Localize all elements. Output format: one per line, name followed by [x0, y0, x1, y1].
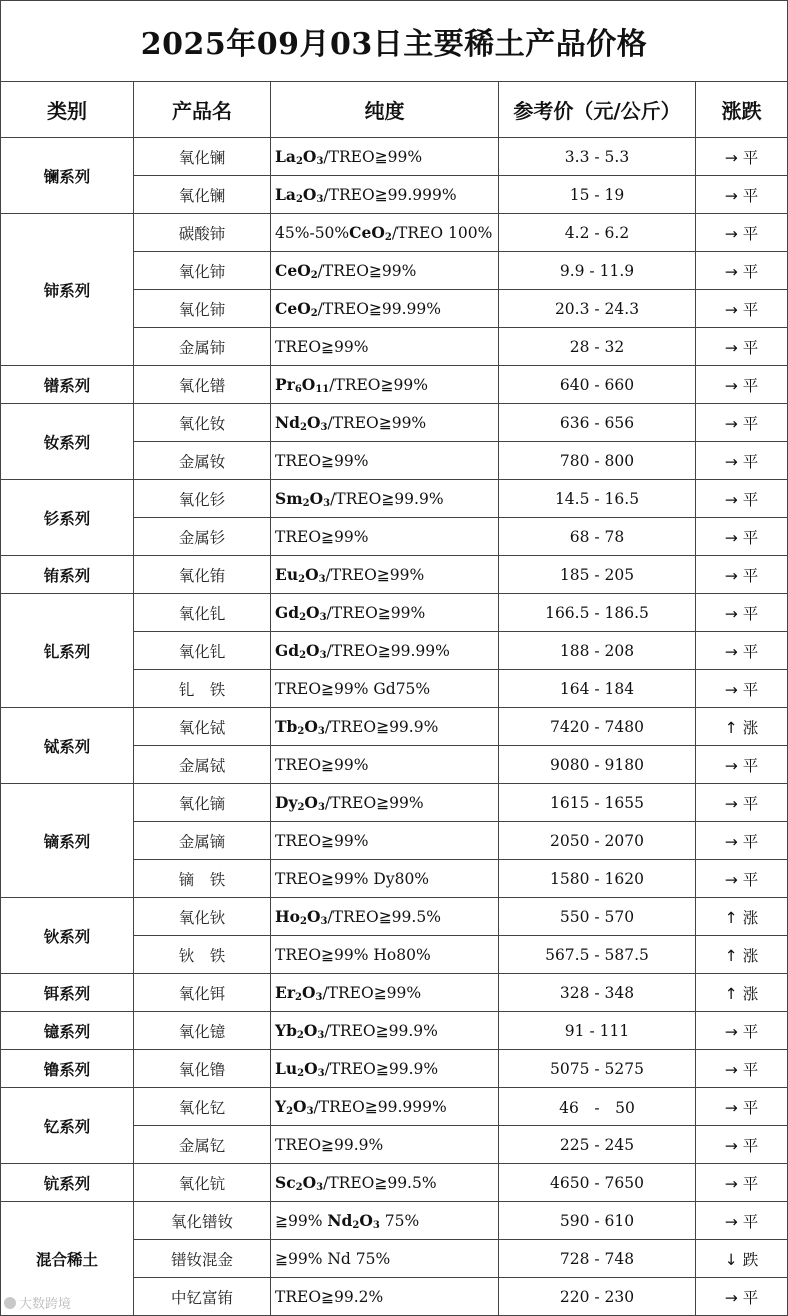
header-change: 涨跌 [696, 82, 788, 138]
purity-cell: TREO≧99% [271, 518, 499, 556]
change-cell: → 平 [696, 252, 788, 290]
product-cell: 氧化钐 [134, 480, 271, 518]
product-cell: 氧化铈 [134, 252, 271, 290]
product-cell: 氧化铕 [134, 556, 271, 594]
price-cell: 68 - 78 [499, 518, 696, 556]
change-cell: → 平 [696, 176, 788, 214]
purity-cell: TREO≧99% Ho80% [271, 936, 499, 974]
table-row [1, 708, 788, 746]
table-row [1, 404, 788, 442]
price-cell: 225 - 245 [499, 1126, 696, 1164]
product-cell: 氧化镧 [134, 176, 271, 214]
product-cell: 金属钕 [134, 442, 271, 480]
category-cell: 钇系列 [1, 1088, 134, 1164]
change-cell: ↑ 涨 [696, 974, 788, 1012]
product-cell: 氧化钬 [134, 898, 271, 936]
watermark-logo-icon [4, 1297, 16, 1309]
price-cell: 9.9 - 11.9 [499, 252, 696, 290]
category-cell: 钐系列 [1, 480, 134, 556]
category-cell: 铒系列 [1, 974, 134, 1012]
category-cell: 钬系列 [1, 898, 134, 974]
price-cell: 166.5 - 186.5 [499, 594, 696, 632]
price-cell: 590 - 610 [499, 1202, 696, 1240]
watermark-text: 大数跨境 [19, 1297, 72, 1312]
product-cell: 氧化镥 [134, 1050, 271, 1088]
purity-cell: $Eu_2O_3/TREO≧99\%$ [271, 556, 499, 594]
purity-cell: $Sc_2O_3/TREO≧99.5\%$ [271, 1164, 499, 1202]
price-cell: 1580 - 1620 [499, 860, 696, 898]
change-cell: → 平 [696, 138, 788, 176]
change-cell: → 平 [696, 480, 788, 518]
price-cell: 20.3 - 24.3 [499, 290, 696, 328]
header-category: 类别 [1, 82, 134, 138]
header-purity: 纯度 [271, 82, 499, 138]
table-row [1, 556, 788, 594]
category-cell: 镧系列 [1, 138, 134, 214]
header-product: 产品名 [134, 82, 271, 138]
change-cell: → 平 [696, 328, 788, 366]
product-cell: 镨钕混金 [134, 1240, 271, 1278]
price-cell: 728 - 748 [499, 1240, 696, 1278]
table-row [1, 1164, 788, 1202]
purity-cell: $Tb_2O_3/TREO≧99.9\%$ [271, 708, 499, 746]
purity-cell: $Pr_6O_{11}/TREO≧99\%$ [271, 366, 499, 404]
product-cell: 氧化钇 [134, 1088, 271, 1126]
purity-cell: TREO≧99% [271, 442, 499, 480]
purity-cell: ≧99% Nd 75% [271, 1240, 499, 1278]
price-cell: 1615 - 1655 [499, 784, 696, 822]
purity-cell: $Er_2O_3/TREO≧99\%$ [271, 974, 499, 1012]
change-cell: → 平 [696, 366, 788, 404]
change-cell: → 平 [696, 214, 788, 252]
price-cell: 3.3 - 5.3 [499, 138, 696, 176]
product-cell: 镝 铁 [134, 860, 271, 898]
table-row [1, 784, 788, 822]
price-cell: 5075 - 5275 [499, 1050, 696, 1088]
table-row [1, 480, 788, 518]
change-cell: → 平 [696, 404, 788, 442]
purity-cell: $Yb_2O_3/TREO≧99.9\%$ [271, 1012, 499, 1050]
price-cell: 328 - 348 [499, 974, 696, 1012]
table-row [1, 898, 788, 936]
change-cell: → 平 [696, 860, 788, 898]
price-cell: 9080 - 9180 [499, 746, 696, 784]
product-cell: 氧化镧 [134, 138, 271, 176]
product-cell: 金属铈 [134, 328, 271, 366]
change-cell: → 平 [696, 556, 788, 594]
purity-cell: $Y_2O_3/TREO≧99.999\%$ [271, 1088, 499, 1126]
product-cell: 氧化铈 [134, 290, 271, 328]
product-cell: 钆 铁 [134, 670, 271, 708]
purity-cell: $Gd_2O_3/TREO≧99\%$ [271, 594, 499, 632]
product-cell: 氧化铒 [134, 974, 271, 1012]
category-cell: 镥系列 [1, 1050, 134, 1088]
change-cell: → 平 [696, 518, 788, 556]
change-cell: → 平 [696, 1050, 788, 1088]
change-cell: ↓ 跌 [696, 1240, 788, 1278]
category-cell: 铕系列 [1, 556, 134, 594]
change-cell: ↑ 涨 [696, 898, 788, 936]
purity-cell: $Gd_2O_3/TREO≧99.99\%$ [271, 632, 499, 670]
product-cell: 氧化镨钕 [134, 1202, 271, 1240]
price-cell: 567.5 - 587.5 [499, 936, 696, 974]
product-cell: 氧化钕 [134, 404, 271, 442]
purity-cell: $La_2O_3/TREO≧99.999\%$ [271, 176, 499, 214]
category-cell: 钆系列 [1, 594, 134, 708]
change-cell: ↑ 涨 [696, 936, 788, 974]
product-cell: 碳酸铈 [134, 214, 271, 252]
price-cell: 15 - 19 [499, 176, 696, 214]
table-row [1, 974, 788, 1012]
category-cell: 混合稀土 [1, 1202, 134, 1316]
purity-cell: CeO$_2$/TREO≧99% [271, 252, 499, 290]
change-cell: → 平 [696, 1164, 788, 1202]
price-cell: 164 - 184 [499, 670, 696, 708]
category-cell: 镨系列 [1, 366, 134, 404]
purity-cell: TREO≧99% [271, 822, 499, 860]
purity-cell: $Sm_2O_3/TREO≧99.9\%$ [271, 480, 499, 518]
purity-cell: TREO≧99% Gd75% [271, 670, 499, 708]
change-cell: → 平 [696, 1012, 788, 1050]
change-cell: → 平 [696, 1202, 788, 1240]
price-cell: 4650 - 7650 [499, 1164, 696, 1202]
price-cell: 46 - 50 [499, 1088, 696, 1126]
purity-cell: $La_2O_3/TREO≧99\%$ [271, 138, 499, 176]
page-title: 2025年09月03日主要稀土产品价格 [1, 1, 788, 82]
purity-cell: TREO≧99.9% [271, 1126, 499, 1164]
change-cell: → 平 [696, 442, 788, 480]
product-cell: 金属钇 [134, 1126, 271, 1164]
product-cell: 氧化镝 [134, 784, 271, 822]
purity-cell: TREO≧99% [271, 746, 499, 784]
category-cell: 镱系列 [1, 1012, 134, 1050]
product-cell: 氧化镨 [134, 366, 271, 404]
price-cell: 220 - 230 [499, 1278, 696, 1316]
product-cell: 金属铽 [134, 746, 271, 784]
price-cell: 14.5 - 16.5 [499, 480, 696, 518]
price-cell: 636 - 656 [499, 404, 696, 442]
purity-cell: TREO≧99% Dy80% [271, 860, 499, 898]
category-cell: 铽系列 [1, 708, 134, 784]
header-price: 参考价（元/公斤） [499, 82, 696, 138]
price-cell: 91 - 111 [499, 1012, 696, 1050]
category-cell: 钕系列 [1, 404, 134, 480]
price-cell: 2050 - 2070 [499, 822, 696, 860]
purity-cell: CeO$_2$/TREO≧99.99% [271, 290, 499, 328]
product-cell: 氧化镱 [134, 1012, 271, 1050]
change-cell: → 平 [696, 784, 788, 822]
table-row [1, 594, 788, 632]
purity-cell: TREO≧99.2% [271, 1278, 499, 1316]
purity-cell: TREO≧99% [271, 328, 499, 366]
table-row [1, 1202, 788, 1240]
category-cell: 铈系列 [1, 214, 134, 366]
table-row [1, 214, 788, 252]
table-row [1, 1050, 788, 1088]
change-cell: → 平 [696, 1126, 788, 1164]
product-cell: 金属钐 [134, 518, 271, 556]
product-cell: 中钇富铕 [134, 1278, 271, 1316]
purity-cell: 45%-50%CeO$_2$/TREO 100% [271, 214, 499, 252]
change-cell: ↑ 涨 [696, 708, 788, 746]
price-cell: 7420 - 7480 [499, 708, 696, 746]
change-cell: → 平 [696, 594, 788, 632]
purity-cell: $Dy_2O_3/TREO≧99\%$ [271, 784, 499, 822]
change-cell: → 平 [696, 670, 788, 708]
category-cell: 钪系列 [1, 1164, 134, 1202]
change-cell: → 平 [696, 632, 788, 670]
product-cell: 氧化钆 [134, 594, 271, 632]
change-cell: → 平 [696, 290, 788, 328]
table-row [1, 366, 788, 404]
change-cell: → 平 [696, 1088, 788, 1126]
table-row [1, 138, 788, 176]
category-cell: 镝系列 [1, 784, 134, 898]
watermark [4, 1293, 71, 1312]
purity-cell: $Nd_2O_3/TREO≧99\%$ [271, 404, 499, 442]
change-cell: → 平 [696, 746, 788, 784]
change-cell: → 平 [696, 1278, 788, 1316]
price-cell: 780 - 800 [499, 442, 696, 480]
change-cell: → 平 [696, 822, 788, 860]
price-cell: 188 - 208 [499, 632, 696, 670]
product-cell: 金属镝 [134, 822, 271, 860]
price-cell: 4.2 - 6.2 [499, 214, 696, 252]
purity-cell: $Lu_2O_3/TREO≧99.9\%$ [271, 1050, 499, 1088]
table-row [1, 1088, 788, 1126]
product-cell: 氧化铽 [134, 708, 271, 746]
price-cell: 640 - 660 [499, 366, 696, 404]
table-header [1, 82, 788, 138]
product-cell: 氧化钪 [134, 1164, 271, 1202]
price-cell: 185 - 205 [499, 556, 696, 594]
product-cell: 氧化钆 [134, 632, 271, 670]
purity-cell: $Ho_2O_3/TREO≧99.5\%$ [271, 898, 499, 936]
price-cell: 28 - 32 [499, 328, 696, 366]
price-cell: 550 - 570 [499, 898, 696, 936]
table-row [1, 1012, 788, 1050]
purity-cell: ≧99% $Nd_2O_3$ 75% [271, 1202, 499, 1240]
product-cell: 钬 铁 [134, 936, 271, 974]
